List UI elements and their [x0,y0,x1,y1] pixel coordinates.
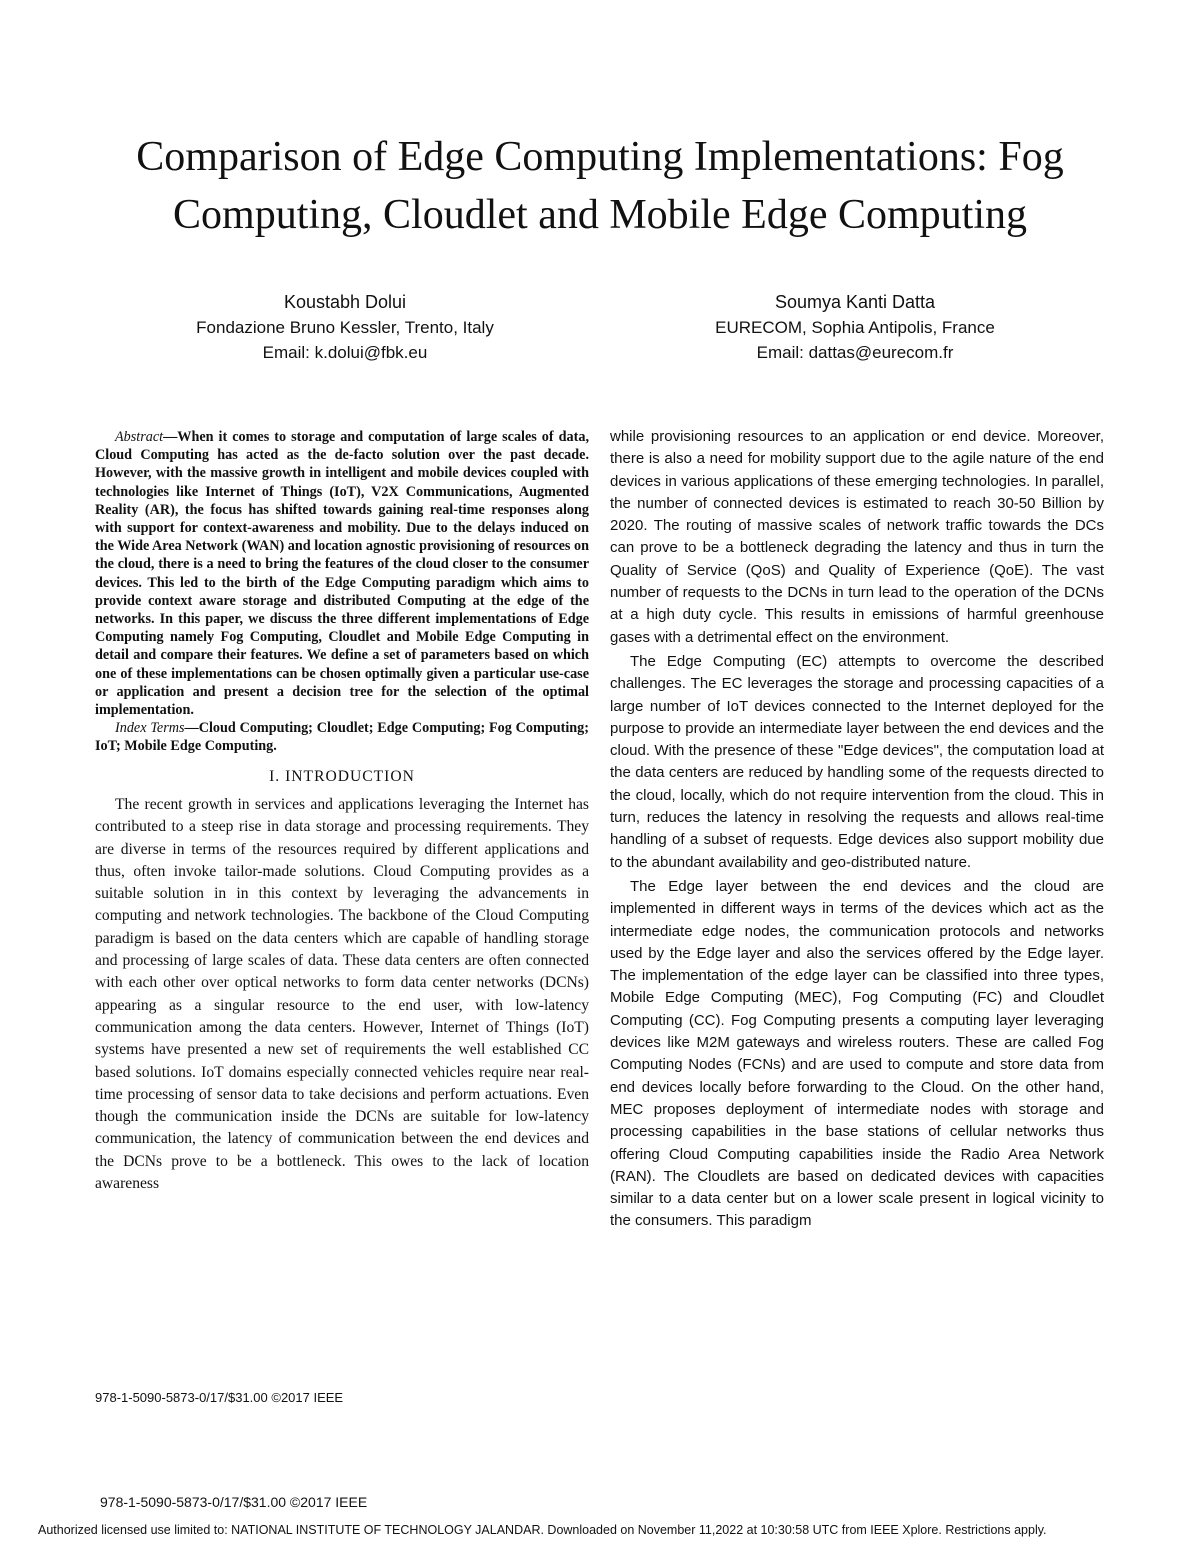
author-block [85,290,605,365]
left-column [95,426,589,1195]
author-affiliation: Fondazione Bruno Kessler, Trento, Italy [196,318,494,337]
index-terms-text: —Cloud Computing; Cloudlet; Edge Computing; Fog Computing; IoT; Mobile Edge Computing. [95,720,589,755]
paragraph: while provisioning resources to an application or end device. Moreover, there is also a need for mobility support due to the agile nature of the end devices in various applications of these emerging technologies. In parallel, the number of connected devices is estimated to reach 30-50 Billion by 2020. The routing of massive scales of network traffic towards the DCs can prove to be a bottleneck degrading the latency and thus in turn the Quality of Service (QoS) and Quality of Experience (QoE). The vast number of requests to the DCNs in turn lead to the operation of the DCNs at a high duty cycle. This results in emissions of harmful greenhouse gases with a detrimental effect on the environment. [610,428,1104,646]
paper-title: Comparison of Edge Computing Implementations: Fog Computing, Cloudlet and Mobile Edge Computing [136,134,1064,239]
copyright-line: 978-1-5090-5873-0/17/$31.00 ©2017 IEEE [95,1390,344,1405]
author-affiliation: EURECOM, Sophia Antipolis, France [715,318,995,337]
paragraph: The Edge layer between the end devices and the cloud are implemented in different ways in terms of the devices which act as the intermediate edge nodes, the communication protocols and networks used by the Edge layer and also the services offered by the Edge layer. The implementation of the edge layer can be classified into three types, Mobile Edge Computing (MEC), Fog Computing (FC) and Cloudlet Computing (CC). Fog Computing presents a computing layer leveraging devices like M2M gateways and wireless routers. These are called Fog Computing Nodes (FCNs) and are used to compute and store data from end devices locally before forwarding to the Cloud. On the other hand, MEC proposes deployment of intermediate nodes with storage and processing capabilities in the base stations of cellular networks thus offering Cloud Computing capabilities inside the Radio Area Network (RAN). The Cloudlets are based on dedicated devices with capacities similar to a data center but on a lower scale present in logical vicinity to the consumers. This paradigm [610,877,1104,1230]
abstract-text: —When it comes to storage and computation of large scales of data, Cloud Computing has acted as the de-facto solution over the past decade. However, with the massive growth in intelligent and mobile devices coupled with technologies like Internet of Things (IoT), V2X Communications, Augmented Reality (AR), the focus has shifted towards gaining real-time responses along with support for context-awareness and mobility. Due to the delays induced on the Wide Area Network (WAN) and location agnostic provisioning of resources on the cloud, there is a need to bring the features of the cloud closer to the consumer devices. This led to the birth of the Edge Computing paradigm which aims to provide context aware storage and distributed Computing at the edge of the networks. In this paper, we discuss the three different implementations of Edge Computing namely Fog Computing, Cloudlet and Mobile Edge Computing in detail and compare their features. We define a set of parameters based on which one of these implementations can be chosen optimally given a particular use-case or application and present a decision tree for the selection of the optimal implementation. [95,429,589,719]
footer-license-notice: Authorized licensed use limited to: NATIONAL INSTITUTE OF TECHNOLOGY JALANDAR. Downloaded on November 11,2022 at 10:30:58 UTC from IEEE Xplore. Restrictions apply. [38,1523,1047,1537]
right-column [610,426,1104,1233]
abstract-label: Abstract [115,429,164,445]
author-email: Email: dattas@eurecom.fr [756,343,954,362]
section-heading: I. INTRODUCTION [269,767,415,785]
author-name: Soumya Kanti Datta [774,292,936,312]
author-name: Koustabh Dolui [283,292,407,312]
index-terms [95,719,589,755]
index-terms-label: Index Terms [115,720,185,737]
abstract [95,428,589,719]
footer-isbn: 978-1-5090-5873-0/17/$31.00 ©2017 IEEE [100,1494,368,1510]
author-email: Email: k.dolui@fbk.eu [262,343,428,362]
author-block [595,290,1115,365]
paragraph: The Edge Computing (EC) attempts to overcome the described challenges. The EC leverages the storage and processing capacities of a large number of IoT devices connected to the Internet deployed for the purpose to provide an intermediate layer between the end devices and the cloud. With the presence of these "Edge devices", the computation load at the data centers are reduced by handling some of the requests directed to the cloud, locally, which do not require intervention from the cloud. This in turn, reduces the latency in resolving the requests and allows real-time handling of a subset of requests. Edge devices also support mobility due to the abundant availability and geo-distributed nature. [610,652,1104,871]
paragraph: The recent growth in services and applications leveraging the Internet has contributed to a steep rise in data storage and processing requirements. They are diverse in terms of the resources required by different applications and thus, often invoke tailor-made solutions. Cloud Computing provides as a suitable solution in in this context by leveraging the advancements in computing and network technologies. The backbone of the Cloud Computing paradigm is based on the data centers which are capable of handling storage and processing of large scales of data. These data centers are often connected with each other over optical networks to form data center networks (DCNs) appearing as a singular resource to the end user, with low-latency communication among the data centers. However, Internet of Things (IoT) systems have presented a new set of requirements the well established CC based solutions. IoT domains especially connected vehicles require near real-time processing of sensor data to take decisions and perform actuations. Even though the communication inside the DCNs are suitable for low-latency communication, the latency of communication between the end devices and the DCNs prove to be a bottleneck. This owes to the lack of location awareness [95,795,589,1192]
